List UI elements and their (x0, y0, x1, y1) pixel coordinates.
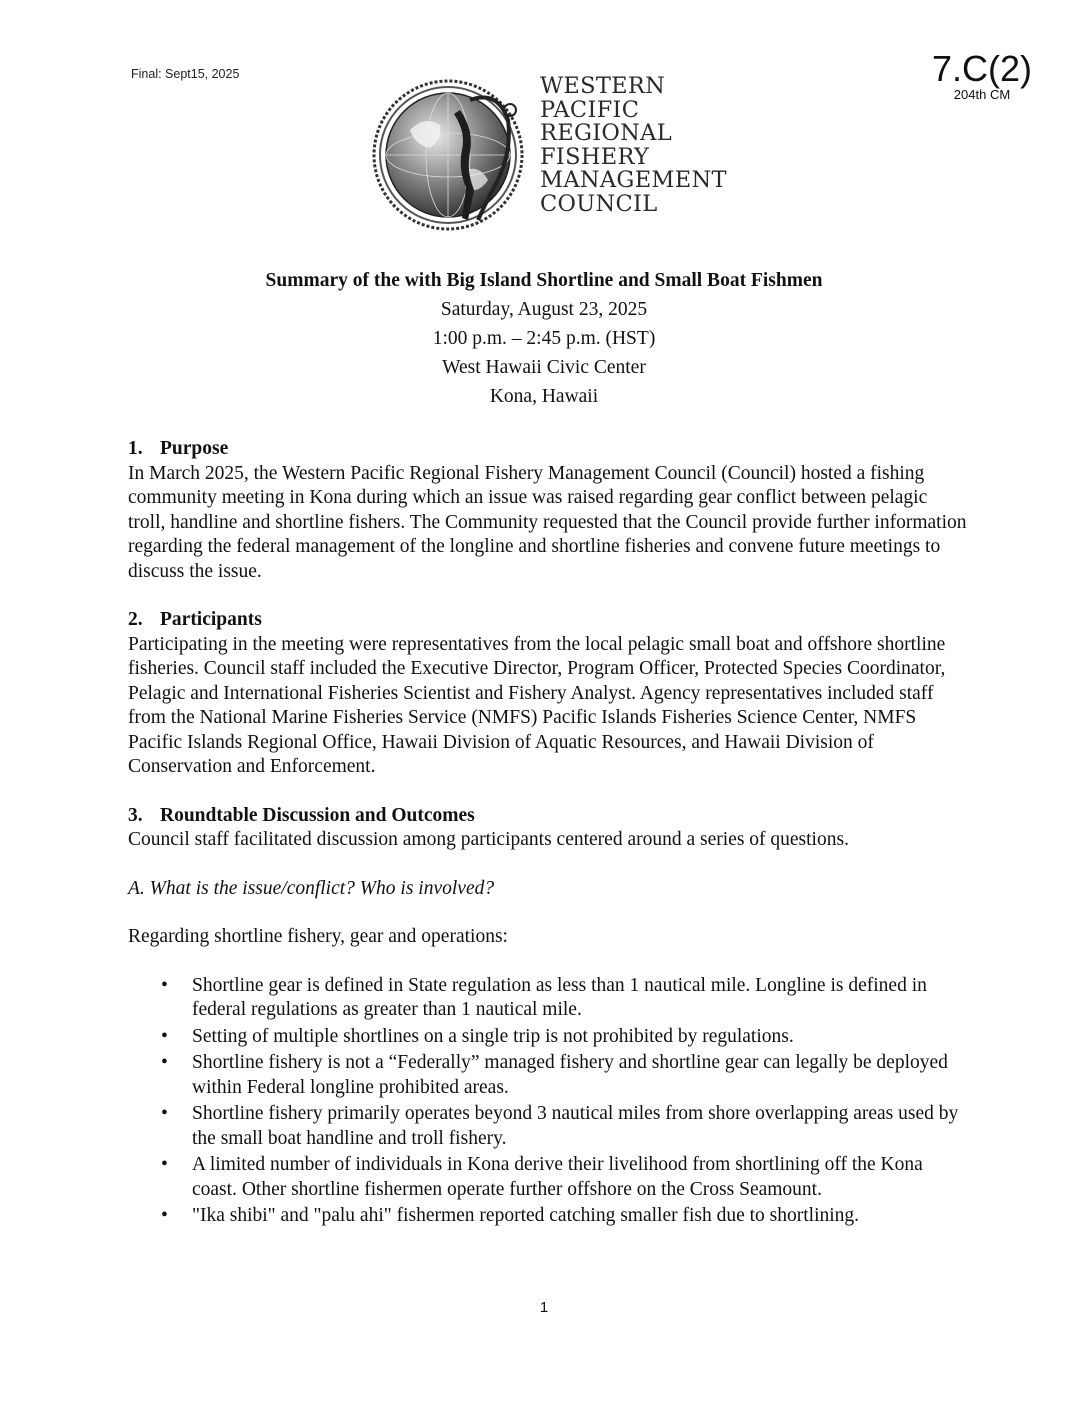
section-heading-roundtable (128, 804, 968, 829)
list-item: • Shortline gear is defined in State regulation as less than 1 nautical mile. Longline is defined in federal regulations as greater than 1 nautical mile. (128, 974, 968, 1023)
org-name-line: PACIFIC (540, 96, 640, 123)
page-number: 1 (539, 1299, 549, 1316)
list-item: • Setting of multiple shortlines on a single trip is not prohibited by regulations. (128, 1025, 968, 1050)
section-title: Roundtable Discussion and Outcomes (160, 804, 475, 826)
meeting-location: Kona, Hawaii (489, 386, 599, 407)
discussion-question: A. What is the issue/conflict? Who is involved? (128, 877, 495, 899)
document-title: Summary of the with Big Island Shortline and Small Boat Fishmen (265, 270, 823, 291)
section-number: 1. (128, 438, 143, 459)
section-title: Purpose (160, 438, 229, 459)
bullet-intro: Regarding shortline fishery, gear and operations: (128, 926, 508, 947)
org-name-line: MANAGEMENT (540, 167, 727, 193)
agenda-item-marker (932, 50, 1032, 102)
list-item: • "Ika shibi" and "palu ahi" fishermen reported catching smaller fish due to shortlining. (128, 1204, 968, 1229)
findings-list (128, 974, 968, 1229)
section-text-purpose: In March 2025, the Western Pacific Regional Fishery Management Council (Council) hosted a fishing community meeting in Kona during which an issue was raised regarding gear conflict between pelagic troll, handline and shortline fishers. The Community requested that the Council provide further information regarding the federal management of the longline and shortline fisheries and convene future meetings to discuss the issue. (128, 462, 967, 582)
document-body (128, 437, 968, 1231)
section-title: Participants (160, 609, 262, 630)
agenda-item-number: 7.C(2) (931, 48, 1032, 89)
org-name-line: REGIONAL (540, 120, 672, 146)
section-text-participants: Participating in the meeting were representatives from the local pelagic small boat and offshore shortline fisheries. Council staff included the Executive Director, Program Officer, Protected Species Coordinator, Pelagic and International Fisheries Scientist and Fishery Analyst. Agency representatives included staff from the National Marine Fisheries Service (NMFS) Pacific Islands Fisheries Science Center, NMFS Pacific Islands Regional Office, Hawaii Division of Aquatic Resources, and Hawaii Division of Conservation and Enforcement. (128, 633, 946, 777)
section-number: 3. (128, 804, 143, 826)
list-item: • A limited number of individuals in Kona derive their livelihood from shortlining off the Kona coast. Other shortline fishermen operate further offshore on the Cross Seamount. (128, 1153, 968, 1202)
organization-name (540, 75, 727, 216)
council-logo-globe-icon (370, 70, 535, 240)
meeting-date: Saturday, August 23, 2025 (440, 299, 648, 320)
section-number: 2. (128, 609, 143, 630)
list-item: • Shortline fishery primarily operates beyond 3 nautical miles from shore overlapping areas used by the small boat handline and troll fishery. (128, 1102, 968, 1151)
org-name-line: FISHERY (540, 143, 650, 170)
org-name-line: WESTERN (540, 73, 666, 99)
final-version-label: Final: Sept15, 2025 (131, 67, 240, 81)
section-heading-participants (128, 608, 968, 633)
section-text-roundtable: Council staff facilitated discussion among participants centered around a series of questions. (128, 829, 849, 850)
org-name-line: COUNCIL (540, 190, 658, 217)
meeting-venue: West Hawaii Civic Center (442, 357, 646, 378)
list-item: • Shortline fishery is not a “Federally” managed fishery and shortline gear can legally be deployed within Federal longline prohibited areas. (128, 1051, 968, 1100)
meeting-number: 204th CM (953, 87, 1011, 102)
meeting-title-block (0, 266, 1088, 411)
section-heading-purpose (128, 437, 968, 462)
meeting-time: 1:00 p.m. – 2:45 p.m. (HST) (432, 328, 656, 349)
